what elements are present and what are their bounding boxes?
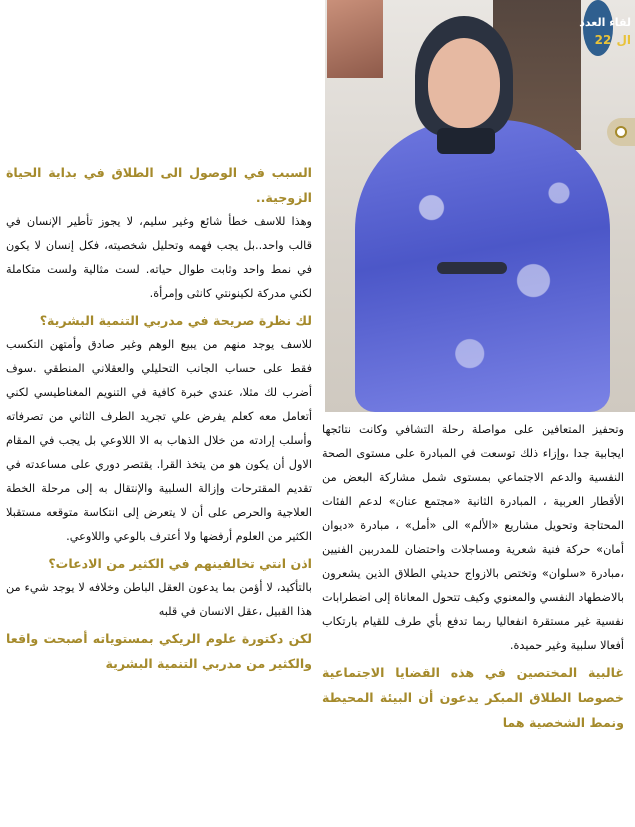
page-marker-tab	[607, 118, 635, 146]
interview-answer: للاسف يوجد منهم من يبيع الوهم وغير صادق وأمتهن التكسب فقط على حساب الجانب التحليلي والعقلاني المنطقي .سوف أضرب لك مثلا، عندي خبرة كافية في التنويم المغناطيسي لكني أتعامل معه كعلم يفرض علي تجريد الطرف الثاني من تصرفاته وأسلب إرادته من خلال الذهاب به الا اللاوعي بل يجب في المقام الاول أن يكون هو من يتخذ القرا. يقتصر دوري على مساعدته في تقديم المقترحات وإزالة السلبية والإنتقال به إلى مرحلة الخطة العلاجية والحرص على أن لا يتعرض إلى انتكاسة متوقعه مستقبلا الكثير من العلوم أرفضها ولا أعترف بالوعي واللاوعي.	[6, 338, 312, 543]
left-column	[6, 160, 312, 676]
section-header	[579, 16, 631, 48]
label-partial: ال	[616, 33, 631, 47]
interview-question: لك نظرة صريحة في مدربي التنمية البشرية؟	[39, 313, 312, 328]
dress-belt	[437, 262, 507, 274]
interview-answer: وهذا للاسف خطأ شائع وغير سليم، لا يجوز تأطير الإنسان في قالب واحد..بل يجب فهمه وتحليل شخصيته، فكل إنسان لا يكون في نمط واحد وثابت طوال حياته. لست مثالية ولست متكاملة لكني مدركة لكينونتي كانثى وإمرأة.	[6, 215, 312, 300]
marker-dot-icon	[615, 126, 627, 138]
page-number: 22	[594, 33, 612, 47]
right-column	[322, 418, 624, 735]
section-title: لقاء العدد	[579, 16, 631, 29]
interview-question: السبب في الوصول الى الطلاق في بداية الحياة الزوجية..	[6, 165, 312, 205]
face	[428, 38, 500, 128]
interview-answer: بالتأكيد، لا أؤمن بما يدعون العقل الباطن وخلافه لا يوجد شيء من هذا القبيل ،عقل الانسان في قلبه	[6, 581, 312, 618]
interview-question: لكن دكتورة علوم الريكي بمستوياته أصبحت واقعا والكثير من مدربي التنمية البشرية	[6, 631, 312, 671]
interview-question: غالبية المختصين في هذه القضايا الاجتماعية خصوصا الطلاق المبكر يدعون أن البيئة المحيطة ونمط الشخصية هما	[322, 665, 624, 730]
interview-question: اذن انتي تخالفينهم في الكثير من الادعات؟	[48, 556, 312, 571]
interview-answer: وتحفيز المتعافين على مواصلة رحلة التشافي وكانت نتائجها ايجابية جدا ،وإزاء ذلك توسعت في المبادرة على مستوى الصحة النفسية والدعم الاجتماعي بمستوى شمل مشاركة البعض من الأقطار العربية ، المبادرة الثانية «مجتمع عنان» لدعم الفئات المحتاجة وتحويل مشاريع «الألم» الى «أمل» ، مبادرة «ديوان أمان» حركة فنية شعرية ومساجلات واحتضان للمدربين الفنيين ،مبادرة «سلوان» وتختص بالازواج حديثي الطلاق الذين يشعرون بالاضطهاد النفسي والمعنوي وكيف تتحول المعاناة إلى اضطرابات نفسية غير مستقرة انفعاليا ربما تدفع بأي طرف للقيام بارتكاب أفعالا سلبية وغير حميدة.	[322, 423, 624, 652]
background-painting	[327, 0, 383, 78]
scarf-bow	[437, 128, 495, 154]
portrait-photo	[325, 0, 635, 412]
